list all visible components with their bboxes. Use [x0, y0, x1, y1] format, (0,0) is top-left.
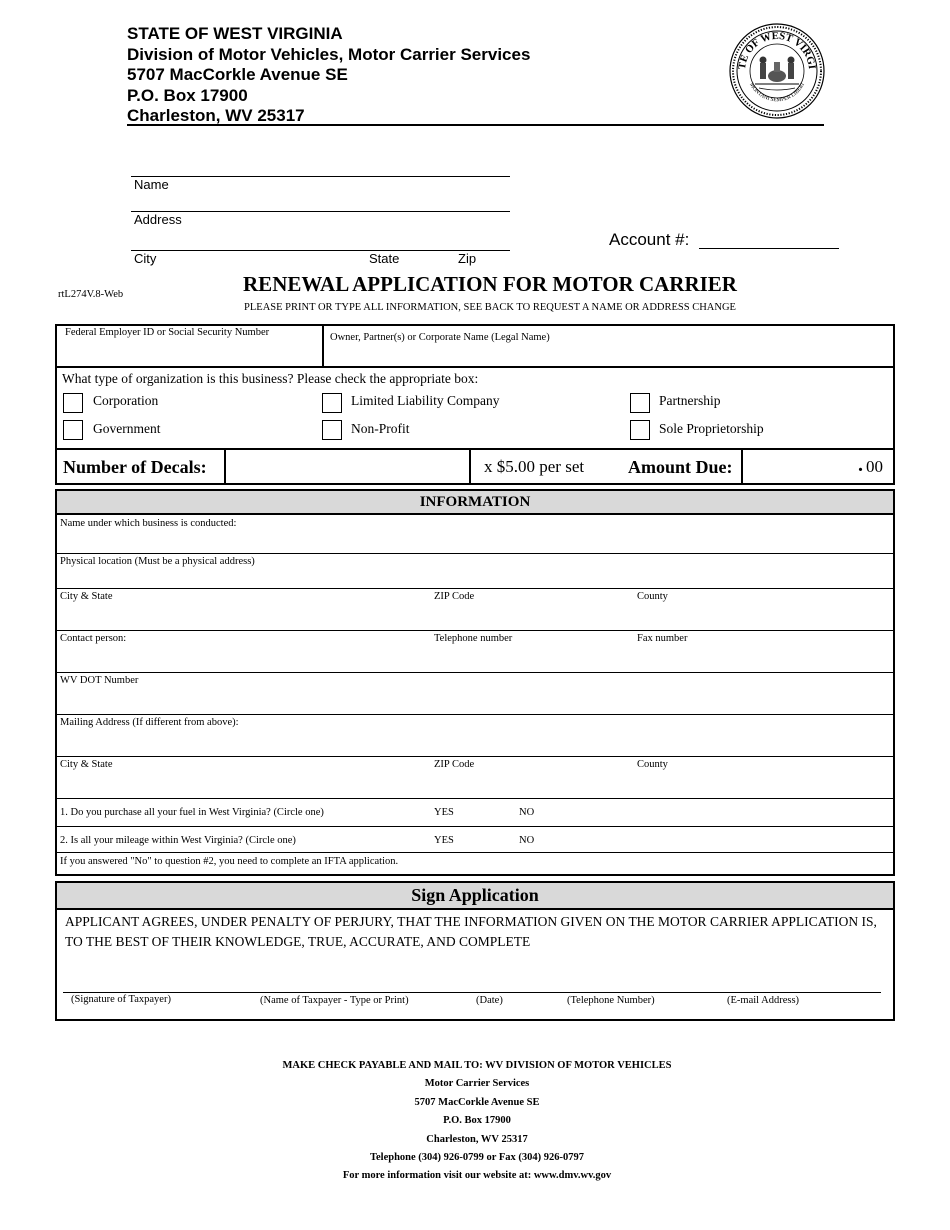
number-of-decals-label: Number of Decals:: [63, 457, 207, 477]
partnership-label: Partnership: [659, 393, 721, 408]
information-section: [55, 489, 895, 876]
amount-due-decimal: .: [858, 454, 863, 476]
zip-label: Zip: [458, 251, 477, 266]
org-type-question: What type of organization is this business? Please check the appropriate box:: [62, 371, 479, 386]
fuel-question: 1. Do you purchase all your fuel in West Virginia? (Circle one): [60, 807, 324, 818]
perjury-statement: APPLICANT AGREES, UNDER PENALTY OF PERJURY, THAT THE INFORMATION GIVEN ON THE MOTOR CARRIER APPLICATION IS, TO THE BEST OF THEIR KNOWLEDGE, TRUE, ACCURATE, AND COMPLETE: [65, 914, 877, 949]
corporation-checkbox[interactable]: [63, 393, 83, 413]
telephone-label: Telephone number: [434, 633, 513, 644]
footer-street-line: 5707 MacCorkle Avenue SE: [414, 1096, 540, 1108]
mileage-question: 2. Is all your mileage within West Virginia? (Circle one): [60, 835, 296, 846]
footer-phone-line: Telephone (304) 926-0799 or Fax (304) 926-0797: [369, 1152, 585, 1164]
fein-label: Federal Employer ID or Social Security Number: [65, 327, 270, 338]
physical-location-field[interactable]: [60, 569, 890, 587]
account-number-label: Account #:: [609, 230, 690, 249]
contact-person-label: Contact person:: [60, 633, 127, 644]
fein-field[interactable]: [65, 340, 320, 366]
amount-due-field[interactable]: [743, 452, 853, 481]
mailing-city-state-label: City & State: [60, 759, 113, 770]
header-line-state: STATE OF WEST VIRGINIA: [127, 24, 343, 43]
fax-label: Fax number: [637, 633, 688, 644]
fuel-no-option[interactable]: NO: [519, 807, 535, 818]
date-label: (Date): [476, 995, 503, 1006]
footer-department-line: Motor Carrier Services: [424, 1078, 530, 1090]
city-state-label: City & State: [60, 591, 113, 602]
fax-field[interactable]: [637, 646, 887, 670]
mailing-zip-field[interactable]: [434, 772, 634, 796]
email-address-label: (E-mail Address): [727, 995, 800, 1006]
county-field[interactable]: [637, 604, 887, 628]
sign-section: [55, 881, 895, 1021]
wv-dot-number-label: WV DOT Number: [60, 675, 139, 686]
mileage-yes-option[interactable]: YES: [434, 835, 454, 846]
sign-heading: Sign Application: [57, 883, 893, 910]
mailing-address-field[interactable]: [60, 730, 890, 754]
partnership-checkbox[interactable]: [630, 393, 650, 413]
address-line[interactable]: [131, 211, 510, 212]
form-code: rtL274V.8-Web: [58, 289, 124, 300]
header-line-city: Charleston, WV 25317: [127, 106, 305, 125]
zip-code-label: ZIP Code: [434, 591, 475, 602]
mileage-no-option[interactable]: NO: [519, 835, 535, 846]
llc-checkbox[interactable]: [322, 393, 342, 413]
account-number-field[interactable]: [699, 248, 839, 249]
city-state-field[interactable]: [60, 604, 430, 628]
information-heading: INFORMATION: [57, 491, 893, 515]
mailing-city-state-field[interactable]: [60, 772, 430, 796]
contact-person-field[interactable]: [60, 646, 430, 670]
mailing-county-label: County: [637, 759, 668, 770]
corporation-label: Corporation: [93, 393, 159, 408]
footer-website-line: For more information visit our website at: www.dmv.wv.gov: [342, 1170, 612, 1182]
llc-label: Limited Liability Company: [351, 393, 500, 408]
decal-rate: x $5.00 per set: [484, 457, 585, 476]
sign-telephone-label: (Telephone Number): [567, 995, 655, 1006]
physical-location-label: Physical location (Must be a physical address): [60, 556, 255, 567]
decals-row: [55, 448, 895, 485]
business-name-label: Name under which business is conducted:: [60, 518, 237, 529]
ifta-note: If you answered "No" to question #2, you need to complete an IFTA application.: [60, 856, 399, 867]
name-label: Name: [134, 177, 169, 192]
id-section: [55, 324, 895, 368]
form-instructions: PLEASE PRINT OR TYPE ALL INFORMATION, SEE BACK TO REQUEST A NAME OR ADDRESS CHANGE: [244, 302, 736, 313]
agency-header: [127, 24, 824, 126]
state-label: State: [369, 251, 400, 266]
amount-due-cents: 00: [866, 457, 883, 476]
mailing-county-field[interactable]: [637, 772, 887, 796]
non-profit-label: Non-Profit: [351, 421, 410, 436]
header-line-street: 5707 MacCorkle Avenue SE: [127, 65, 348, 84]
form-title: RENEWAL APPLICATION FOR MOTOR CARRIER: [243, 272, 737, 296]
wv-dot-number-field[interactable]: [60, 688, 890, 712]
non-profit-checkbox[interactable]: [322, 420, 342, 440]
city-state-zip-line[interactable]: [131, 250, 510, 251]
telephone-field[interactable]: [434, 646, 634, 670]
name-line[interactable]: [131, 176, 510, 177]
footer-payable-line: MAKE CHECK PAYABLE AND MAIL TO: WV DIVISION OF MOTOR VEHICLES: [282, 1060, 672, 1071]
number-of-decals-field[interactable]: [226, 452, 467, 481]
fuel-yes-option[interactable]: YES: [434, 807, 454, 818]
header-line-division: Division of Motor Vehicles, Motor Carrier Services: [127, 44, 531, 64]
sole-proprietorship-checkbox[interactable]: [630, 420, 650, 440]
signature-field[interactable]: [63, 965, 881, 991]
footer-pobox-line: P.O. Box 17900: [443, 1115, 511, 1127]
signature-label: (Signature of Taxpayer): [71, 994, 171, 1005]
taxpayer-name-label: (Name of Taxpayer - Type or Print): [260, 995, 409, 1006]
address-label: Address: [134, 212, 182, 227]
footer-city-line: Charleston, WV 25317: [426, 1133, 528, 1145]
business-name-field[interactable]: [60, 531, 890, 551]
government-checkbox[interactable]: [63, 420, 83, 440]
header-line-pobox: P.O. Box 17900: [127, 85, 248, 105]
org-type-section: [55, 366, 895, 450]
sole-proprietorship-label: Sole Proprietorship: [659, 421, 764, 436]
government-label: Government: [93, 421, 161, 436]
county-label: County: [637, 591, 668, 602]
owner-name-label: Owner, Partner(s) or Corporate Name (Legal Name): [330, 332, 550, 343]
mailing-zip-label: ZIP Code: [434, 759, 475, 770]
zip-code-field[interactable]: [434, 604, 634, 628]
mailing-address-label: Mailing Address (If different from above):: [60, 717, 239, 728]
seal-motto-text: MONTANI SEMPER LIBERI: [748, 82, 806, 104]
city-label: City: [134, 251, 157, 266]
mailing-instructions: [0, 1057, 950, 1186]
state-seal-icon: [727, 22, 827, 120]
amount-due-label: Amount Due:: [628, 457, 733, 477]
owner-name-field[interactable]: [330, 346, 885, 366]
seal-top-text: TE OF WEST VIRGI: [736, 30, 817, 71]
